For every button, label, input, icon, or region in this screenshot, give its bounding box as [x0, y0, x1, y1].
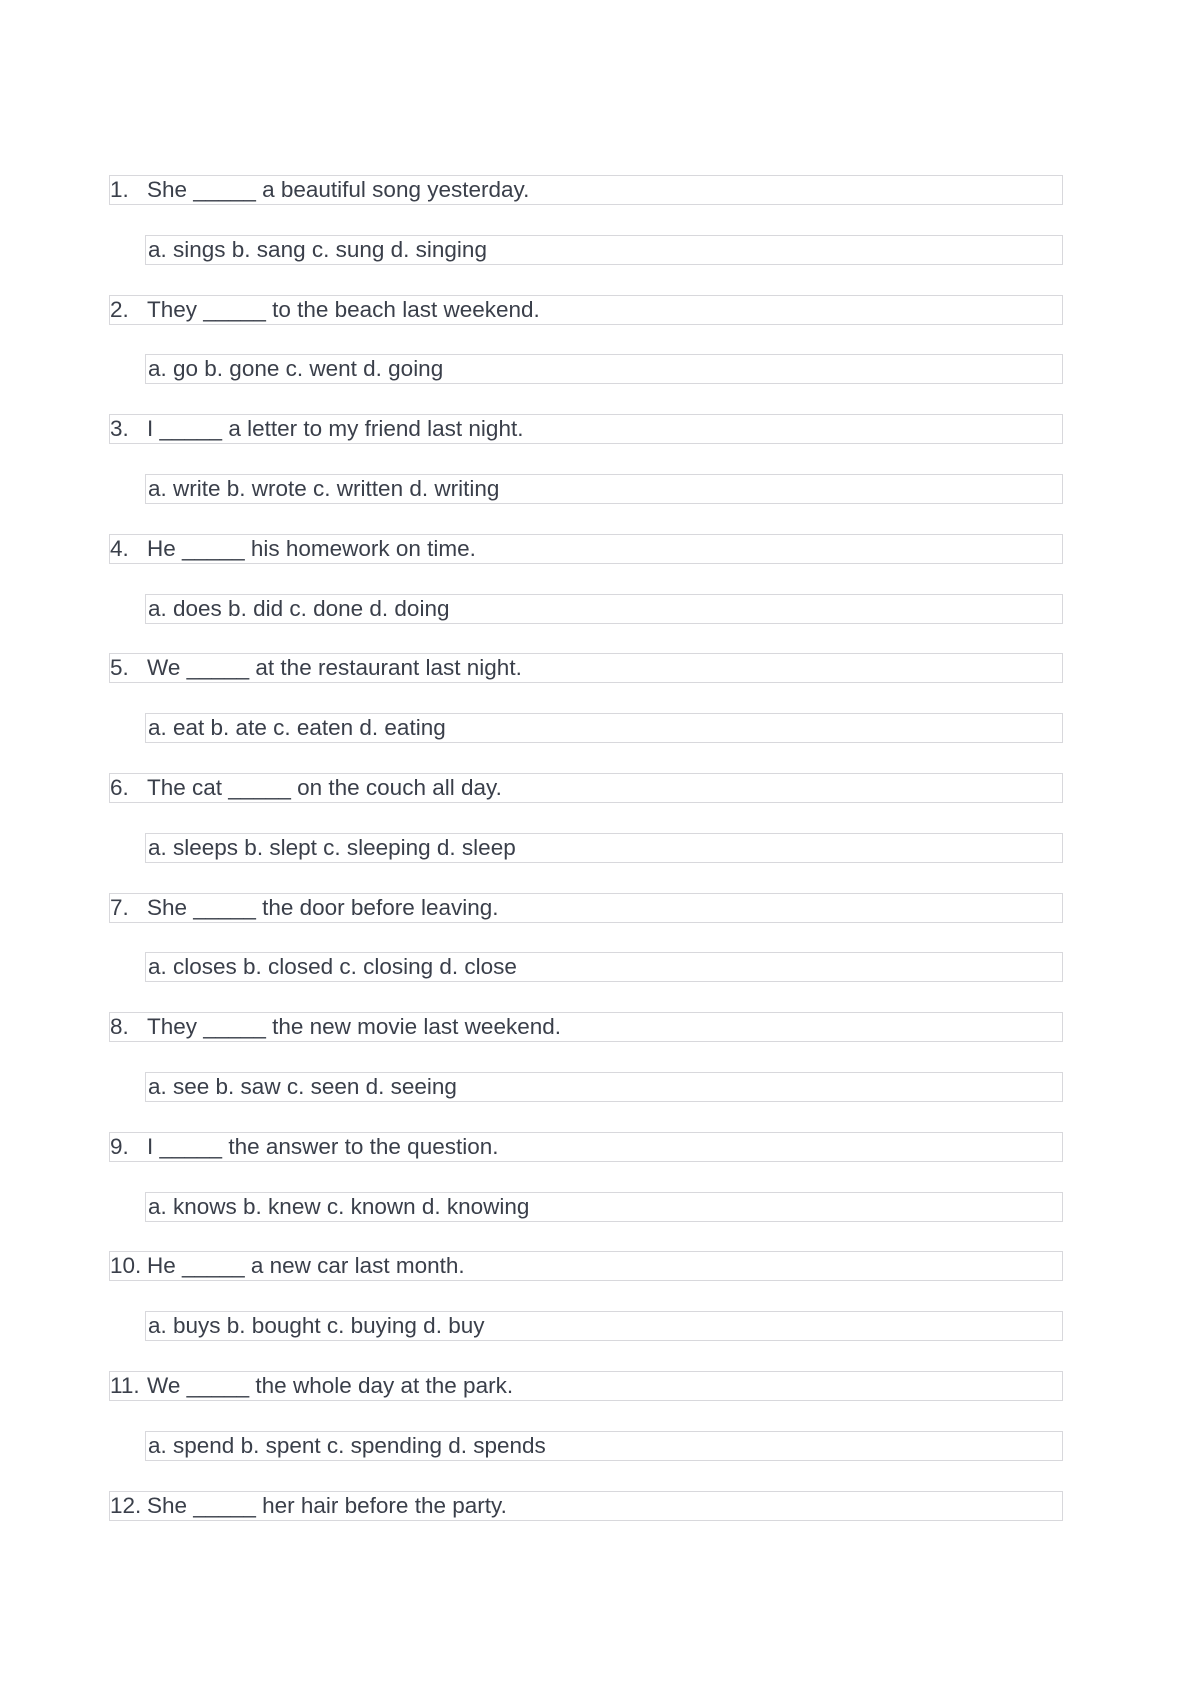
- question-9[interactable]: [109, 1132, 1063, 1162]
- question-text: She _____ a beautiful song yesterday.: [147, 177, 530, 202]
- question-number: 4.: [110, 535, 129, 561]
- question-1[interactable]: [109, 175, 1063, 205]
- question-number: 9.: [110, 1133, 129, 1159]
- question-8[interactable]: [109, 1012, 1063, 1042]
- question-12[interactable]: [109, 1491, 1063, 1521]
- question-6-options[interactable]: a. sleeps b. slept c. sleeping d. sleep: [145, 833, 1063, 863]
- question-text: She _____ the door before leaving.: [147, 894, 499, 920]
- question-3[interactable]: [109, 414, 1063, 444]
- question-text: They _____ to the beach last weekend.: [147, 296, 540, 322]
- question-3-options[interactable]: a. write b. wrote c. written d. writing: [145, 474, 1063, 504]
- question-1-options[interactable]: a. sings b. sang c. sung d. singing: [145, 235, 1063, 265]
- question-number: 8.: [110, 1014, 129, 1040]
- question-text: He _____ his homework on time.: [147, 535, 476, 561]
- question-number: 11.: [110, 1372, 140, 1398]
- question-4-options[interactable]: a. does b. did c. done d. doing: [145, 594, 1063, 624]
- question-7[interactable]: [109, 893, 1063, 923]
- question-number: 12.: [110, 1492, 142, 1518]
- question-2[interactable]: [109, 295, 1063, 325]
- question-text: He _____ a new car last month.: [147, 1253, 465, 1279]
- question-5-options[interactable]: a. eat b. ate c. eaten d. eating: [145, 713, 1063, 743]
- question-text: I _____ the answer to the question.: [147, 1133, 499, 1159]
- question-5[interactable]: [109, 653, 1063, 683]
- question-list: [109, 175, 1063, 1550]
- question-11[interactable]: [109, 1371, 1063, 1401]
- question-number: 7.: [110, 894, 129, 920]
- question-10[interactable]: [109, 1251, 1063, 1281]
- question-10-options[interactable]: a. buys b. bought c. buying d. buy: [145, 1311, 1063, 1341]
- question-8-options[interactable]: a. see b. saw c. seen d. seeing: [145, 1072, 1063, 1102]
- question-7-options[interactable]: a. closes b. closed c. closing d. close: [145, 952, 1063, 982]
- question-text: She _____ her hair before the party.: [147, 1492, 507, 1518]
- question-2-options[interactable]: a. go b. gone c. went d. going: [145, 354, 1063, 384]
- question-number: 3.: [110, 416, 129, 442]
- question-text: We _____ at the restaurant last night.: [147, 655, 522, 681]
- question-text: I _____ a letter to my friend last night.: [147, 416, 524, 442]
- question-text: They _____ the new movie last weekend.: [147, 1014, 561, 1040]
- question-text: The cat _____ on the couch all day.: [147, 774, 502, 800]
- question-6[interactable]: [109, 773, 1063, 803]
- question-4[interactable]: [109, 534, 1063, 564]
- question-number: 10.: [110, 1253, 142, 1279]
- question-number: 2.: [110, 296, 129, 322]
- question-text: We _____ the whole day at the park.: [147, 1372, 514, 1398]
- question-number: 1.: [110, 177, 129, 202]
- question-number: 5.: [110, 655, 129, 681]
- question-number: 6.: [110, 774, 129, 800]
- question-9-options[interactable]: a. knows b. knew c. known d. knowing: [145, 1192, 1063, 1222]
- question-11-options[interactable]: a. spend b. spent c. spending d. spends: [145, 1431, 1063, 1461]
